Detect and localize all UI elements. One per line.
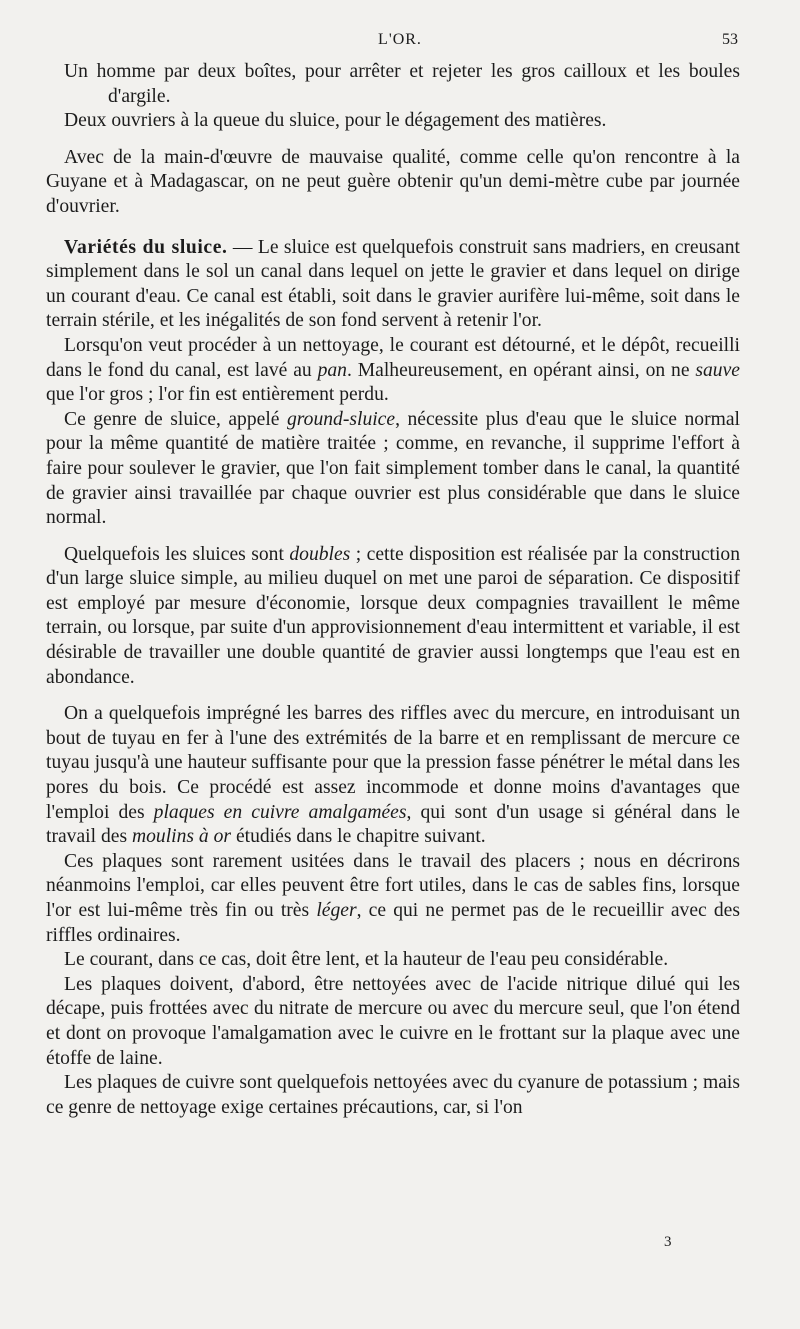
italic-term: moulins à or — [131, 826, 232, 848]
text-span: étudiés dans le chapitre suivant. — [231, 826, 486, 848]
paragraph-2: Deux ouvriers à la queue du sluice, pour le dégagement des matières. — [64, 110, 607, 132]
section-heading: Variétés du sluice. — [64, 236, 228, 258]
paragraph-1: Un homme par deux boîtes, pour arrêter et rejeter les gros cailloux et les boules d'argile. — [64, 61, 740, 107]
paragraph-cyanure: Les plaques de cuivre sont quelquefois nettoyées avec du cyanure de potassium ; mais ce genre de nettoyage exige certaines précautions, car, si l'on — [46, 1072, 740, 1118]
italic-term: plaques en cuivre amalgamées — [153, 801, 407, 823]
running-header-title: L'OR. — [378, 31, 422, 48]
text-span: que l'or gros ; l'or fin est entièrement perdu. — [46, 384, 389, 406]
page-number: 53 — [722, 31, 738, 48]
paragraph-ground-sluice — [46, 408, 740, 531]
italic-term: doubles — [289, 543, 351, 565]
text-span: Ces plaques sont rarement usitées dans le travail des placers ; nous en décrirons néanmoins l'emploi, car elles peuvent être fort utiles, dans le cas de sables fins, lorsque l'or est lui-même très fin ou très — [46, 850, 740, 921]
paragraph-3: Avec de la main-d'œuvre de mauvaise qualité, comme celle qu'on rencontre à la Guyane et à Madagascar, on ne peut guère obtenir qu'un demi-mètre cube par journée d'ouvrier. — [46, 146, 740, 217]
text-span: ; cette disposition est réalisée par la construction d'un large sluice simple, au milieu duquel on met une paroi de séparation. Ce dispositif est employé par mesure d'économie, lorsque deux compagnies travaillent le même terrain, ou lorsque, par suite d'un approvisionnement d'eau intermittent et variable, il est désirable de travailler une double quantité de gravier aussi longtemps que l'eau est en abondance. — [46, 543, 740, 688]
text-span: Quelquefois les sluices sont — [64, 543, 290, 565]
italic-term: sauve — [695, 359, 740, 381]
italic-term: pan — [317, 359, 347, 381]
paragraph-mercure — [46, 702, 740, 850]
paragraph-courant: Le courant, dans ce cas, doit être lent, et la hauteur de l'eau peu considérable. — [64, 949, 669, 971]
text-span: Ce genre de sluice, appelé — [64, 408, 287, 430]
text-span: , qui sont d'un usage si général dans le travail des — [46, 801, 740, 848]
body-text — [46, 60, 740, 1120]
paragraph-nettoyage-plaques: Les plaques doivent, d'abord, être nettoyées avec de l'acide nitrique dilué qui les décape, puis frottées avec du nitrate de mercure ou avec du mercure seul, que l'on étend et dont on provoque l'amalgamation avec le cuivre en le frottant sur la plaque avec une étoffe de laine. — [46, 973, 740, 1069]
paragraph-text: — Le sluice est quelquefois construit sans madriers, en creusant simplement dans le sol un canal dans lequel on jette le gravier et dans lequel on dirige un courant d'eau. Ce canal est établi, soit dans le gravier aurifère lui-même, soit dans le terrain stérile, et les inégalités de son fond servent à retenir l'or. — [46, 236, 740, 332]
signature-mark: 3 — [664, 1234, 672, 1250]
paragraph-doubles — [46, 543, 740, 691]
text-span: , ce qui ne permet pas de le recueillir avec des riffles ordinaires. — [46, 900, 741, 946]
text-span: . Malheureusement, en opérant ainsi, on ne — [346, 359, 696, 381]
paragraph-plaques — [46, 850, 740, 948]
paragraph-nettoyage — [46, 334, 740, 408]
text-span: On a quelquefois imprégné les barres des riffles avec du mercure, en introduisant un bout de tuyau en fer à l'une des extrémités de la barre et en remplissant de mercure ce tuyau jusqu'à une hauteur suffisante pour que la pression fasse pénétrer le métal dans les pores du bois. Ce procédé est assez incommode et donne moins d'avantages que l'emploi des — [46, 703, 740, 823]
italic-term: ground-sluice — [286, 408, 396, 430]
text-span: Lorsqu'on veut procéder à un nettoyage, le courant est détourné, et le dépôt, recueilli dans le fond du canal, est lavé au — [46, 334, 740, 381]
italic-term: léger — [316, 900, 357, 921]
text-span: , nécessite plus d'eau que le sluice normal pour la même quantité de matière traitée ; comme, en revanche, il supprime l'effort à faire pour soulever le gravier, que l'on fait simplement tomber dans le canal, la quantité de gravier ainsi travaillée par chaque ouvrier est plus considérable que dans le sluice normal. — [46, 408, 740, 529]
paragraph-varietes — [46, 236, 740, 334]
